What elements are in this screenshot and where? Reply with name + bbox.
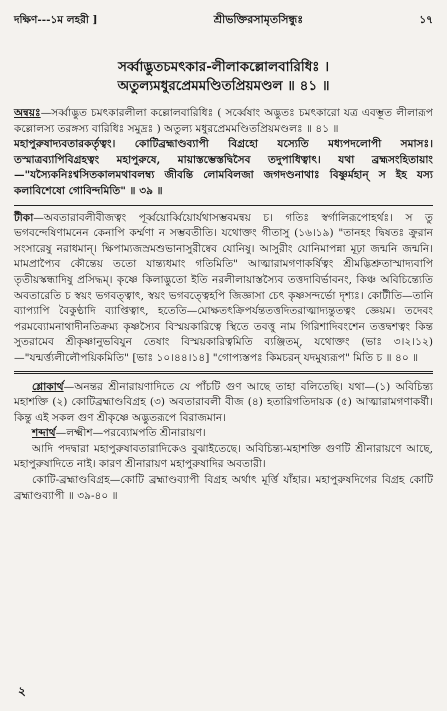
verse-block (14, 58, 433, 96)
koti-paragraph (14, 473, 433, 504)
sloka-artha-text: —অনন্তর শ্রীনারায়ণাদিতে যে পাঁচটি গুণ আছে তাহা বলিতেছি। যথা—(১) অবিচিন্ত্য মহাশক্তি (২) কোটিব্রহ্মাণ্ডবিগ্রহ (৩) অবতারাবলী বীজ (৪) হতারিগতিদায়ক (৫) আত্মারামগণাকর্ষী। কিন্তু এই সকল গুণ শ্রীকৃষ্ণে অদ্ভুতরূপে বিরাজমান। (14, 380, 433, 424)
tika-text: —অবতারাবলীবীজত্বং পূর্ব্বয়োর্ব্বিয়োর্যথাসম্ভবমন্বয় চ। গতিঃ স্বর্গালিরূপোহর্থঃ। স তু ভগবন্দেষিণামনেন কেনাপি কর্ম্মণা ন সম্ভবতীতি। যথোক্তং গীতাসু (১৬।১৯) "তানহং দ্বিষতঃ ক্রুরান সংসারেষু নরাধমান্। ক্ষিপাম্যজস্রমশুভানাসুরীষ্বেব যোনিষু। আসুরীং যোনিমাপন্না মূঢ়া জন্মনি জন্মনি। মামপ্রাপ্যৈব কৌন্তেয় ততো যান্ত্যধমাং গতিমিতি" আত্মারামগণাকর্ষিত্বং শ্রীমদ্ভিশ্রুতাস্মাদ্যবাপি তৃতীয়স্কন্ধাদিষু প্রসিদ্ধম্। কৃষ্ণে কিলাদ্ভুতো ইতি নরলীলায়াস্তস্যৈব তত্তদাবির্ভাবনং, কিঞ্চ অবিচিন্ত্যেতি অবতারেতি চ স্বয়ং ভগবত্ত্বাৎ, স্বয়ং ভগবত্ত্বেহপি জিজ্ঞাসা চেৎ কৃষ্ণসন্দর্ভো দৃশ্যঃ। কোটীতি—তানি ব্যাপ্যাপি বৈকুণ্ঠাদি ব্যাপ্তিত্বাৎ, হতেতি—মোক্ষতৎক্রিপর্যন্ততত্তদিতরাত্মাদ্যন্তুতত্বং জ্ঞেয়ম। তদেবং পরমব্যোমনাথাদীনতিক্রম্য কৃষ্ণস্যৈব বিস্ময়কারিত্বে স্থিতে তবত্তু নাম গিরিশাদিবংশেন তত্তদ্বশত্বং কিন্ত সুতরামেব শ্রীকৃষ্ণানুভবিযুন তেষাং বিস্ময়কারিত্বমিতি ব্যঞ্জিতম্, যথোক্তং (ভাঃ ৩।২।১২)—"যন্মর্ত্ত্যলীলৌপয়িকমিতি" [ভাঃ ১০।৪৪।১৪] "গোপ্যস্তপঃ কিমচরন্ যদমুষ্যরূপ" মিতি চ ॥ ৪০ ॥ (14, 211, 433, 364)
running-header (14, 0, 433, 30)
adi-paragraph (14, 442, 433, 473)
anvaya-text: —সর্ব্বাদ্ভুত চমৎকারলীলা কল্লোলবারিধিঃ ( সর্ব্বেষাং অদ্ভুতঃ চমৎকারো যত্র এবম্ভূত লীলারূপ কল্লোলস্য তরঙ্গস্য বারিধিঃ সমুদ্রঃ ) অতুল্য মধুরপ্রেমমণ্ডিতপ্রিয়মণ্ডলঃ ॥ ৪১ ॥ (14, 107, 433, 135)
commentary-paragraph (14, 137, 433, 199)
shabdartha-label: শব্দার্থ (32, 427, 56, 440)
sloka-artha-label: শ্লোকার্থ (32, 380, 64, 393)
adi-text: আদি পদদ্বারা মহাপুরুষাবতারাদিকেও বুঝাইতেছে। অবিচিন্ত্য-মহাশক্তি গুণটি শ্রীনারায়ণে আছে, মহাপুরুষাদিতে নাই। কারণ শ্রীনারায়ণ মহাপুরুষাদির অবতারী। (14, 442, 433, 471)
double-divider (14, 371, 433, 374)
koti-text: কোটি-ব্রহ্মাণ্ডবিগ্রহ—কোটি ব্রহ্মাণ্ডব্যাপী বিগ্রহ অর্থাৎ মূর্ত্তি যাঁহার। মহাপুরুষদিগের বিগ্রহ কোটি ব্রহ্মাণ্ডব্যাপী ॥ ৩৯-৪০ ॥ (14, 474, 433, 502)
tika-label: টীকা (14, 211, 34, 224)
sloka-artha-paragraph (14, 380, 433, 427)
verse-line-2: অতুল্যমধুরপ্রেমমণ্ডিতপ্রিয়মণ্ডল ॥ ৪১ ॥ (117, 78, 330, 94)
header-page-number: ১৭ (419, 14, 433, 26)
anvaya-label: অন্বয়ঃ (14, 107, 41, 119)
footer-page-number: ২ (18, 684, 26, 698)
shabdartha-text: —লক্ষ্মীশ—পরব্যোমপতি শ্রীনারায়ণ। (55, 427, 206, 440)
divider (14, 205, 433, 206)
verse-line-1: সর্ব্বাদ্ভুতচমৎকার-লীলাকল্লোলবারিধিঃ । (117, 59, 330, 75)
shabdartha-paragraph (14, 426, 433, 442)
header-left: দক্ষিণ---১ম লহরী ] (14, 14, 98, 26)
anvaya-paragraph (14, 106, 433, 137)
tika-paragraph (14, 211, 433, 367)
header-title: শ্রীভক্তিরসামৃতসিন্ধুঃ (213, 13, 304, 26)
commentary-text: মহাপুরুষাদ্যবতারকর্তৃত্বং। কোটিব্রহ্মাণ্ডব্যাপী বিগ্রহো যস্যেতি মধ্যপদলোপী সমাসঃ। তস্মাত্রব্যাপিবিগ্রহত্বং মহাপুরুষে, মায়াস্তম্ভেস্তদ্বিসৈব তদুপাধিত্বাৎ। যথা ব্রহ্মসংহিতায়াং—"যস্যৈকনিঃশ্বসিতকালমথাবলম্ব্য জীবন্তি লোমবিলজা জগদণ্ডনাথাঃ বিষ্ণুর্মহান্ স ইহ যস্য কলাবিশেষো গোবিন্দমিতি" ॥ ৩৯ ॥ (14, 138, 433, 197)
